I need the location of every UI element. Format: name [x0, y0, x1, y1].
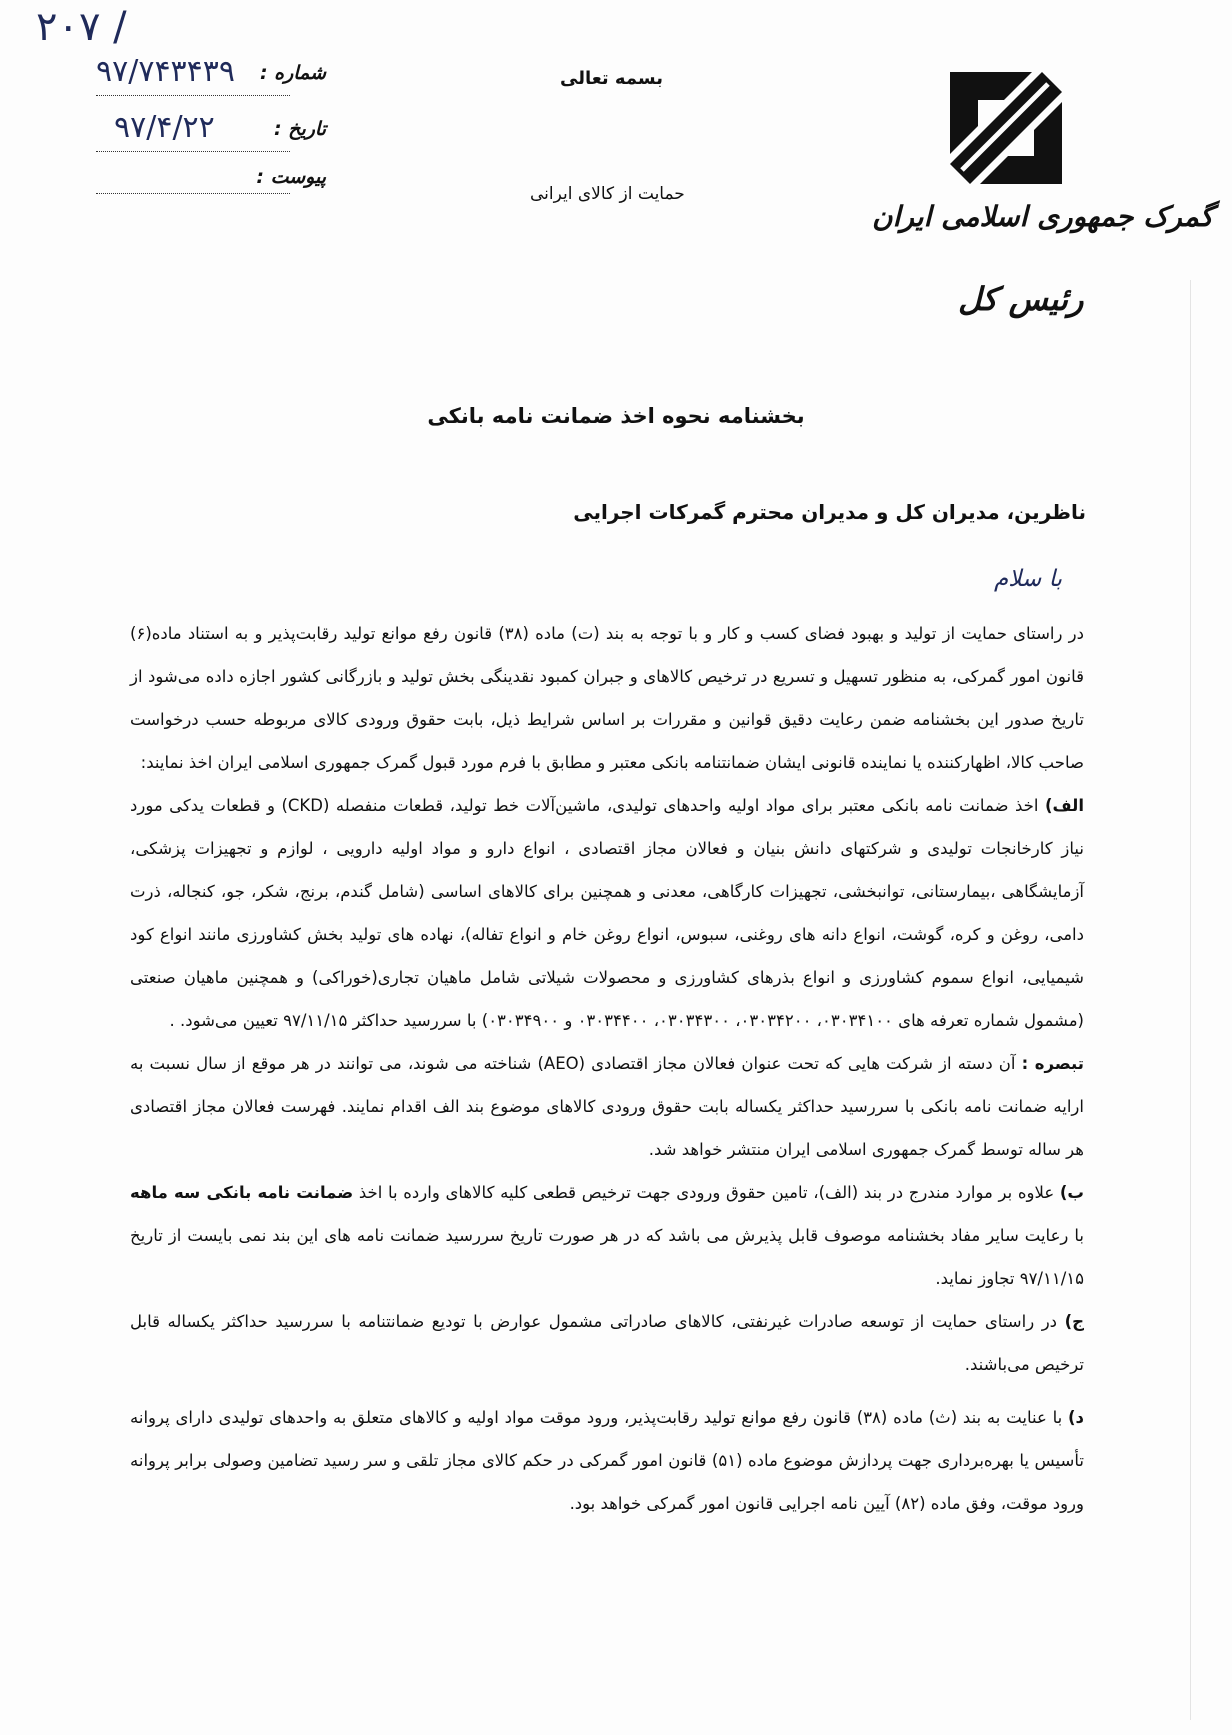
- clause-dal-lead: د): [1067, 1408, 1084, 1427]
- date-row: [96, 110, 326, 152]
- clause-tabsare-lead: تبصره :: [1021, 1054, 1084, 1073]
- clause-be-bold: ضمانت نامه بانکی سه ماهه: [130, 1183, 354, 1202]
- organization-position: رئیس کل: [958, 280, 1084, 318]
- clause-alef: [130, 784, 1084, 1042]
- organization-name: گمرک جمهوری اسلامی ایران: [872, 200, 1214, 233]
- clause-alef-lead: الف): [1044, 796, 1084, 815]
- circular-title: بخشنامه نحوه اخذ ضمانت نامه بانکی: [427, 404, 805, 428]
- number-underline: [96, 95, 290, 96]
- clause-jim: [130, 1300, 1084, 1386]
- clause-be-text-2: با رعایت سایر مفاد بخشنامه موصوف قابل پذیرش می باشد که در هر صورت تاریخ سررسید ضمانت نامه های این بند نمی بایست از تاریخ ۹۷/۱۱/۱۵ تجاوز نماید.: [130, 1226, 1084, 1288]
- clause-alef-text: اخذ ضمانت نامه بانکی معتبر برای مواد اولیه واحدهای تولیدی، ماشین‌آلات خط تولید، قطعات منفصله (CKD) و قطعات یدکی مورد نیاز کارخانجات تولیدی و شرکتهای دانش بنیان و فعالان مجاز اقتصادی ، انواع دارو و مواد اولیه دارویی ، لوازم و تجهیزات پزشکی، آزمایشگاهی ،بیمارستانی، توانبخشی، تجهیزات کارگاهی، معدنی و همچنین برای کالاهای اساسی (شامل گندم، برنج، شکر، جو، کنجاله، ذرت دامی، روغن و کره، گوشت، انواع دانه های روغنی، سبوس، انواع روغن خام و انواع تفاله)، نهاده های تولید بخش کشاورزی مانند انواع کود شیمیایی، انواع سموم کشاورزی و انواع بذرهای کشاورزی و محصولات شیلاتی شامل ماهیان تجاری(خوراکی) و همچنین ماهیان صنعتی (مشمول شماره تعرفه های ۰۳۰۳۴۱۰۰، ۰۳۰۳۴۲۰۰، ۰۳۰۳۴۳۰۰، ۰۳۰۳۴۴۰۰ و ۰۳۰۳۴۹۰۰) با سررسید حداکثر ۹۷/۱۱/۱۵ تعیین می‌شود. .: [130, 796, 1084, 1030]
- clause-be-lead: ب): [1059, 1183, 1084, 1202]
- letter-body: [130, 612, 1084, 1525]
- date-label: تاریخ :: [273, 118, 326, 140]
- clause-jim-text: در راستای حمایت از توسعه صادرات غیرنفتی، کالاهای صادراتی مشمول عوارض با تودیع ضمانتنامه با سررسید حداکثر یکساله قابل ترخیص می‌باشند.: [130, 1312, 1084, 1374]
- number-label: شماره :: [259, 62, 326, 84]
- addressee: ناظرین، مدیران کل و مدیران محترم گمرکات اجرایی: [573, 500, 1086, 524]
- intro-paragraph: در راستای حمایت از تولید و بهبود فضای کسب و کار و با توجه به بند (ت) ماده (۳۸) قانون رفع موانع تولید رقابت‌پذیر و به استناد ماده(۶) قانون امور گمرکی، به منظور تسهیل و تسریع در ترخیص کالاهای و جبران کمبود نقدینگی بخش تولید و بازرگانی کشور اجازه داده می‌شود از تاریخ صدور این بخشنامه ضمن رعایت دقیق قوانین و مقررات بر اساس شرایط ذیل، بابت حقوق ورودی کالای مربوطه حسب درخواست صاحب کالا، اظهارکننده یا نماینده قانونی ایشان ضمانتنامه بانکی معتبر و مطابق با فرم مورد قبول گمرک جمهوری اسلامی ایران اخذ نمایند:: [130, 624, 1084, 772]
- attachment-label: پیوست :: [256, 166, 326, 188]
- clause-tabsare-text: آن دسته از شرکت هایی که تحت عنوان فعالان مجاز اقتصادی (AEO) شناخته می شوند، می توانند در هر موقع از سال نسبت به ارایه ضمانت نامه بانکی با سررسید حداکثر یکساله بابت حقوق ورودی کالاهای موضوع بند الف اقدام نمایند. فهرست فعالان مجاز اقتصادی هر ساله توسط گمرک جمهوری اسلامی ایران منتشر خواهد شد.: [130, 1054, 1084, 1159]
- date-value: ۹۷/۴/۲۲: [114, 110, 215, 145]
- clause-dal: [130, 1396, 1084, 1525]
- attachment-row: [96, 166, 326, 194]
- slogan: حمایت از کالای ایرانی: [530, 184, 685, 204]
- clause-tabsare: [130, 1042, 1084, 1171]
- salutation: با سلام: [994, 566, 1062, 592]
- clause-be: [130, 1171, 1084, 1300]
- clause-be-text-1: علاوه بر موارد مندرج در بند (الف)، تامین حقوق ورودی جهت ترخیص قطعی کلیه کالاهای وارده با اخذ: [358, 1183, 1055, 1202]
- handwritten-reference: ۲۰۷ /: [36, 4, 127, 50]
- attachment-underline: [96, 193, 290, 194]
- customs-logo-icon: [944, 66, 1068, 190]
- scan-edge-line: [1190, 280, 1191, 1720]
- clause-dal-text: با عنایت به بند (ث) ماده (۳۸) قانون رفع موانع تولید رقابت‌پذیر، ورود موقت مواد اولیه و کالاهای متعلق به واحدهای تولیدی دارای پروانه تأسیس یا بهره‌برداری جهت پردازش موضوع ماده (۵۱) قانون امور گمرکی در حکم کالای مجاز تلقی و سر رسید تضامین وصولی برابر پروانه ورود موقت، وفق ماده (۸۲) آیین نامه اجرایی قانون امور گمرکی خواهد بود.: [130, 1408, 1084, 1513]
- bismillah: بسمه تعالی: [560, 68, 663, 89]
- clause-jim-lead: ج): [1064, 1312, 1085, 1331]
- date-underline: [96, 151, 290, 152]
- number-row: [96, 54, 326, 96]
- number-value: ۹۷/۷۴۳۴۳۹: [96, 54, 236, 89]
